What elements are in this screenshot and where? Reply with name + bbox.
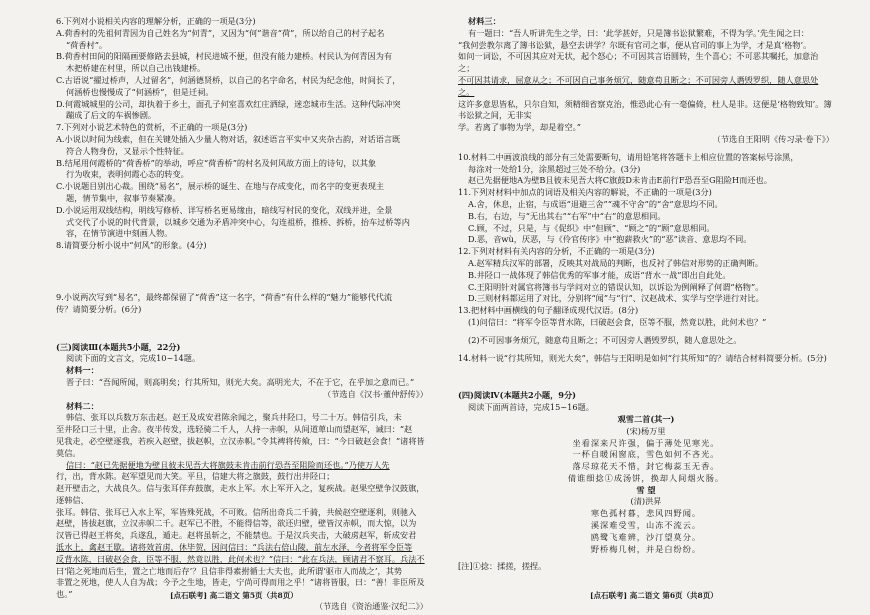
poem-2 <box>458 485 834 556</box>
q12-option-d: D.三则材料都运用了对比，分别将“闻”与“行”、汉赵战术、实学与空学进行对比。 <box>468 293 764 304</box>
q13-part-1: (1)问信曰：“将军令臣等背水陈，曰破赵会食，臣等不服，然竟以胜，此何术也？” <box>468 316 767 327</box>
q6-stem: 6.下列对小说相关内容的理解分析，正确的一项是(3分) <box>56 16 256 26</box>
material-1-source: （节选自《汉书·董仲舒传》） <box>323 388 428 399</box>
question-12 <box>458 246 834 305</box>
question-13 <box>458 305 834 346</box>
poem-1-line: 一杯自暖闲窗底，雪色如何不吝光。 <box>572 449 720 460</box>
m2-line-underlined: 泜水上，禽赵王歇。诸将效首虏，休毕贺，因问信曰：“兵法右倍山陵，前左水泽，今者将军令臣等 <box>56 542 413 553</box>
q9-stem: 9.小说两次写到“易名”，最终都保留了“荷香”这一名字，“荷香”有什么样的“魅力”能够代代流 <box>56 291 393 302</box>
q11-option-c: C.顾，不过，只是，与《促织》中“但顾”、“顾之”的“顾”意思相同。 <box>468 222 715 233</box>
q7-option-d-cont2: 容，在情节演进中刻画人物。 <box>66 228 173 239</box>
m3-line: 有一题曰：“吾人听讲先生之学，曰：‘此学甚好，只是簿书讼狱繁难，不得为学。’先生闻之曰： <box>468 27 809 38</box>
material-1-text: 晋子曰：“吾闻所闻，则高明矣；行其所知，则光大矣。高明光大，不在于它，在乎加之意而已。” <box>66 376 415 387</box>
m2-line: 非置之死地，使人人自为战；今予之生地，皆走，宁尚可得而用之乎！”诸将皆服，曰：“善！非臣所及也。” <box>56 577 425 600</box>
answer-space-9 <box>56 316 428 342</box>
section-4-title: (四)阅读Ⅳ(本题共2小题，9分) <box>458 390 577 401</box>
poem-1-author: (宋)杨万里 <box>626 425 666 436</box>
answer-space-14 <box>458 364 834 390</box>
poem-2-title: 雪 望 <box>636 484 656 495</box>
m2-line: 张耳。韩信、张耳已入水上军，军皆殊死战，不可败。信所出奇兵二千骑，共候赵空壁逐利，则驰入 <box>56 506 417 517</box>
q6-option-b: B.荷香村田间的阳隔画要修路去县城，村民进城不便，但没有能力建桥。村民认为何青因为有 <box>56 51 393 62</box>
question-6 <box>56 16 428 122</box>
m2-line: 赵开壁击之，大战良久。信与张耳佯弃鼓旗，走水上军。水上军开入之，复疾战。赵果空壁争汉鼓旗，逐韩信、 <box>56 483 425 505</box>
page-footer-right: [点石联考] 高二语文 第6页（共8页） <box>590 591 718 600</box>
q6-option-d-cont: 蹦成了后文的车祸惨剧。 <box>66 110 157 121</box>
m2-line: 曰‘陷之死地而后生，置之亡地而后存’？且信非得素拊循士大夫也，此所谓‘驱市人而战之’，其势 <box>56 565 403 576</box>
m2-line-wavy: 信曰：“赵已先据便地为壁且彼未见吾大将旗鼓未肯击前行恐吾至阻险而还也。”乃使万人先 <box>66 459 390 470</box>
q7-option-d: D.小说运用双线结构，明线写修桥、详写桥名更易缘由，暗线写村民的变化，双线并进，全景 <box>56 204 393 215</box>
poem-1-title: 观雪二首(其一) <box>617 413 675 424</box>
q9-stem-cont: 传？请简要分析。(6分) <box>56 303 142 314</box>
q11-option-a: A.舍，休息，止宿，与成语“退避三舍”“魂不守舍”的“舍”意思均不同。 <box>468 198 723 209</box>
question-11 <box>458 187 834 246</box>
q6-option-a: A.荷香村的先祖何青因为自己姓名为“何青”，又因为“何”谐音“荷”，所以给自己的村子起名 <box>56 27 385 38</box>
material-2-source: （节选自《资治通鉴·汉纪二》） <box>314 601 428 612</box>
q6-option-c-cont: 何涵桥也慢慢成了“何涵桥”，但是迁祠。 <box>66 86 214 97</box>
poem-2-line: 寒色孤村暮，悲风四野闻。 <box>590 508 702 519</box>
section-3-title: (三)阅读Ⅲ(本题共5小题，22分) <box>56 341 181 352</box>
q10-stem-cont: 每涂对一处给1分，涂黑超过三处不给分。(3分) <box>468 163 641 174</box>
page-footer-left: [点石联考] 高二语文 第5页（共8页） <box>170 591 298 600</box>
material-1-label: 材料一： <box>66 365 99 376</box>
question-9 <box>56 292 428 316</box>
q6-option-d: D.何霞城城里的公司，却执着于乡土，面孔子何室喜欢红庄洒绿，迷恋城市生活。这种代际冲突 <box>56 98 401 109</box>
section-4-intro: 阅读下面两首诗，完成15~16题。 <box>468 402 594 413</box>
m3-line: 学。若离了事物为学，却是着空。” <box>458 122 581 133</box>
m2-line: 至井陉口三十里，止舍。夜半传发，选轻骑二千人，人持一赤帜，从间道萆山而望赵军，诫曰：“赵 <box>56 424 413 435</box>
q12-stem: 12.下列对材料有关内容的分析，不正确的一项是(3分) <box>458 246 655 257</box>
poem-1-line: 落尽琼花天不惜，封它梅蕊玉无香。 <box>572 461 720 472</box>
material-3-label: 材料三： <box>468 16 501 26</box>
q10-stem: 10.材料二中画波浪线的部分有三处需要断句，请用铅笔将答题卡上相应位置的答案标号涂黑， <box>458 151 799 162</box>
m2-line: 见我走，必空壁逐我，若疾入赵壁，拔赵帜，立汉赤帜。”令其裨将传飨，曰：“今日破赵会食！”诸将皆莫信。 <box>56 435 425 458</box>
question-14: 14.材料一说“行其所知，则光大矣”，韩信与王阳明是如何“行其所知”的？请结合材料简要分析。(5分) <box>458 352 827 363</box>
poem-1-line: 坐看深来尺许强，偏于薄处见寒光。 <box>572 437 720 448</box>
q7-option-b: B.结尾用何霞桥的“荷香桥”的举动，呼应“荷香桥”的村名及何风故方面上的诗句，以其象 <box>56 157 377 168</box>
q7-option-c: C.小说题目别出心裁。围绕“易名”，展示桥的诞生、在地与存成变化，而名字的变更表现主 <box>56 181 385 192</box>
m3-line: 这许多意思皆私，只尔自知，须精细省察克治，惟恐此心有一毫偏倚，杜人是非。这便是‘格物致知’。簿书讼狱之间，无非实 <box>458 98 832 121</box>
m2-line: 行，出，背水陈。赵军望见而大笑。平旦，信建大将之旗鼓，鼓行出井陉口； <box>56 471 335 482</box>
q7-option-c-cont: 题，情节集中，叙事节奏紧凑。 <box>66 192 181 203</box>
q6-option-c: C.古语说“擢过桥声，人过留名”，何涵德贤桥，以自己的名字命名，村民为纪念他，时间长了， <box>56 74 401 85</box>
m2-line-underlined: 反背水陈，曰破赵会食，臣等不服，然竟以胜，此何术也？”信曰：“此在兵法，顾诸君不察耳。兵法不 <box>56 553 425 564</box>
question-8: 8.请简要分析小说中“何风”的形象。(4分) <box>56 240 207 251</box>
poem-2-line: 野桥梅几树，并是白纷纷。 <box>590 543 702 554</box>
q11-stem: 11.下列对材料中加点的词语及相关内容的解说，不正确的一项是(3分) <box>458 187 712 198</box>
q7-stem: 7.下列对小说艺术特色的赏析，不正确的一项是(3分) <box>56 122 248 133</box>
material-3-source: （节选自王阳明《传习录·卷下》） <box>712 133 834 144</box>
poem-2-line: 溪深难受雪，山冻不流云。 <box>590 520 702 531</box>
q13-part-2: (2)不可因事务烦冗，随意苟且断之；不可因旁人谮毁罗织，随人意思处之。 <box>468 334 742 345</box>
q11-option-b: B.右，右边，与“无出其右”“右军”中“右”的意思相同。 <box>468 210 666 221</box>
q7-option-d-cont: 式交代了小说的时代背景，以城乡交通为矛盾冲突中心，勾连祖桥，推桥、拆桥，抬车过桥等内 <box>66 216 410 227</box>
answer-space-8 <box>56 252 428 292</box>
question-10 <box>458 152 834 187</box>
section-3-intro: 阅读下面的文言文，完成10~14题。 <box>66 353 201 364</box>
q12-option-b: B.井陉口一战体现了韩信优秀的军事才能，成语“背水一战”即出自此处。 <box>468 269 731 280</box>
q7-option-a-cont: 符合人物身份，又显示个性特征。 <box>66 145 189 156</box>
m3-line: “我何尝教尔离了簿书讼狱，悬空去讲学？尔既有官司之事，便从官司的事上为学，才是真‘格物’。 <box>458 39 812 50</box>
poem-2-author: (清)洪昇 <box>630 496 662 507</box>
q12-option-c: C.王阳明针对属官将簿书与学问对立的错误认知，以诉讼为例阐释了何谓“格物”。 <box>468 281 764 292</box>
m3-line: 如问一词讼，不可因其应对无状，起个怒心；不可因其言语圆转，生个喜心；不可恶其嘱托，加意治之； <box>458 51 819 74</box>
q6-option-b-cont: 木把桥建在村里，所以自己出钱建桥。 <box>66 63 206 74</box>
q12-option-a: A.赵军精兵汉军的部署，反映其对战局的判断，也反衬了韩信对形势的正确判断。 <box>468 257 764 268</box>
q10-segment-line: 赵已先据便地A为壁B且彼未见吾大将C旗鼓D未肯击E前行F恐吾至G阻险H而还也。 <box>468 175 772 186</box>
poem-1 <box>458 414 834 485</box>
q6-option-a-cont: “荷香村”。 <box>66 39 108 50</box>
material-2-label: 材料二： <box>66 400 99 411</box>
m2-line: 赵壁，皆拔赵旗，立汉赤帜二千。赵军已不胜，不能得信等，欲还归壁，壁皆汉赤帜，而大惊，以为 <box>56 518 417 529</box>
q11-option-d: D.恶，音wù，厌恶，与《伶官传序》中“抱薪救火”的“恶”读音、意思均不同。 <box>468 234 752 245</box>
q7-option-a: A.小说以时间为线索，但在关键处插入少量人物对话，叙述语言平实中又夹杂古韵，对话语言既 <box>56 133 401 144</box>
q13-stem: 13.把材料中画横线的句子翻译成现代汉语。(8分) <box>458 305 639 316</box>
q7-option-b-cont: 行为收束，表明何霞心态的转变。 <box>66 169 189 180</box>
poem-2-line: 鸥鹭飞难辨，沙汀望莫分。 <box>590 531 702 542</box>
material-3-text <box>458 28 834 134</box>
right-page <box>458 16 834 573</box>
poem-note: [注]①捻：揉搓，搓捏。 <box>458 561 547 572</box>
left-page <box>56 16 428 613</box>
poem-1-line: 倩谁细捻①成汤饼，换却人间烟火肠。 <box>567 472 725 483</box>
question-7 <box>56 122 428 240</box>
material-2-text <box>56 412 428 601</box>
m3-line-underlined: 不可因其请求，屈意从之；不可因自己事务烦冗，随意苟且断之；不可因旁人谮毁罗织，随人意思处之。 <box>458 74 819 97</box>
m2-line: 汉皆已得赵王将矣，兵遂乱，遁走。赵将虽斩之，不能禁也。于是汉兵夹击，大破虏赵军，斩成安君 <box>56 530 417 541</box>
m2-line: 韩信、张耳以兵数万东击赵。赵王及成安君陈余闻之，聚兵井陉口，号二十万。韩信引兵，未 <box>66 412 402 423</box>
